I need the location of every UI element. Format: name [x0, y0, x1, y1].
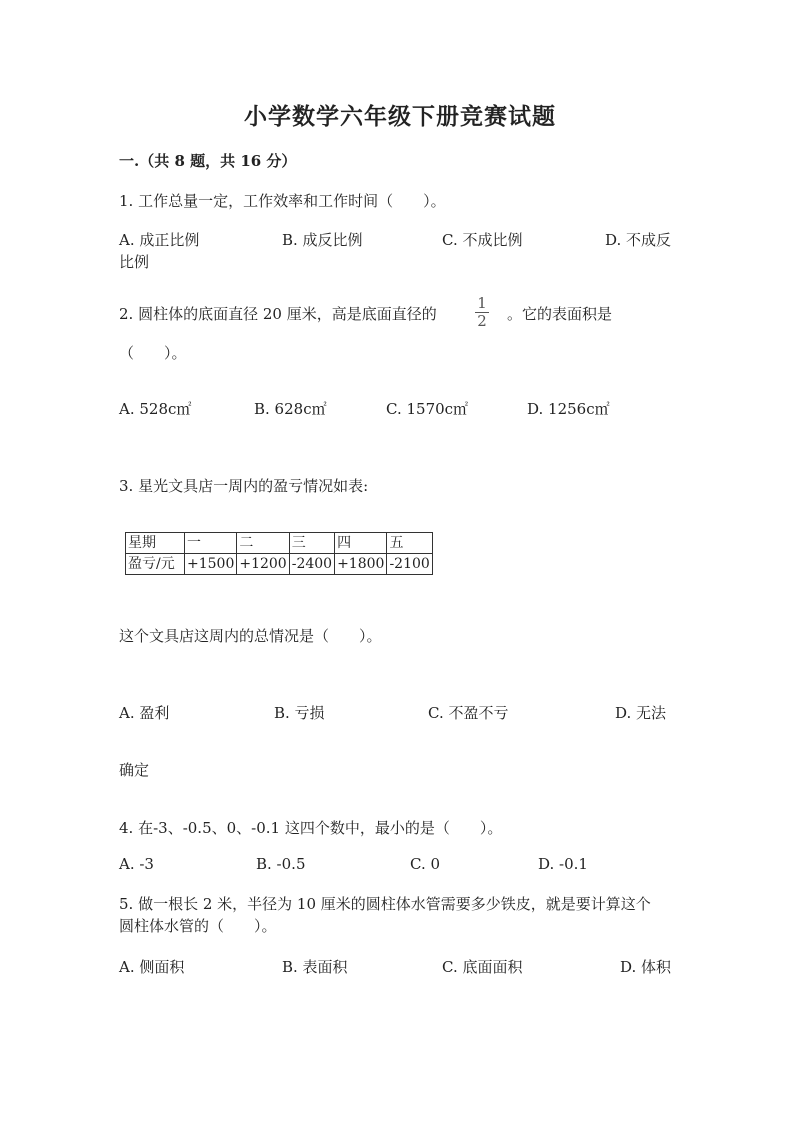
- question-2-option-b[interactable]: B. 628c㎡: [254, 400, 327, 418]
- fraction-one-half: [472, 296, 492, 329]
- question-1-option-d-wrap: 比例: [119, 253, 150, 271]
- question-4-option-b[interactable]: B. -0.5: [256, 855, 306, 873]
- question-3-option-b[interactable]: B. 亏损: [274, 704, 325, 722]
- question-5-stem-line-2: 圆柱体水管的（ ）。: [119, 917, 277, 935]
- table-header-cell: 星期: [126, 533, 185, 554]
- table-row: [126, 533, 433, 554]
- question-5-option-a[interactable]: A. 侧面积: [119, 958, 185, 976]
- table-cell: +1200: [237, 554, 289, 575]
- question-2-stem: 2. 圆柱体的底面直径 20 厘米，高是底面直径的: [119, 305, 437, 323]
- question-1-option-c[interactable]: C. 不成比例: [442, 231, 523, 249]
- table-row: [126, 554, 433, 575]
- question-5-option-c[interactable]: C. 底面面积: [442, 958, 523, 976]
- section-heading: 一.（共 8 题，共 16 分）: [119, 152, 297, 170]
- table-cell: 盈亏/元: [126, 554, 185, 575]
- table-header-cell: 一: [185, 533, 237, 554]
- question-2-option-a[interactable]: A. 528c㎡: [119, 400, 192, 418]
- question-3-stem: 3. 星光文具店一周内的盈亏情况如表:: [119, 477, 369, 495]
- table-header-cell: 二: [237, 533, 289, 554]
- question-4-option-a[interactable]: A. -3: [119, 855, 154, 873]
- question-2-blank: （ ）。: [119, 344, 187, 362]
- question-2-option-c[interactable]: C. 1570c㎡: [386, 400, 469, 418]
- question-5-option-d[interactable]: D. 体积: [620, 958, 672, 976]
- profit-loss-table: [125, 532, 433, 575]
- question-3-option-c[interactable]: C. 不盈不亏: [428, 704, 509, 722]
- table-cell: -2400: [289, 554, 334, 575]
- table-header-cell: 三: [289, 533, 334, 554]
- question-3-option-d[interactable]: D. 无法: [615, 704, 667, 722]
- question-5-stem-line-1: 5. 做一根长 2 米，半径为 10 厘米的圆柱体水管需要多少铁皮，就是要计算这个: [119, 895, 651, 913]
- question-1-option-b[interactable]: B. 成反比例: [282, 231, 363, 249]
- table-header-cell: 四: [335, 533, 387, 554]
- question-3-prompt: 这个文具店这周内的总情况是（ ）。: [119, 627, 382, 645]
- question-1-option-d[interactable]: D. 不成反: [605, 231, 672, 249]
- page-title: 小学数学六年级下册竞赛试题: [244, 103, 556, 130]
- question-2-stem-tail: 。它的表面积是: [507, 305, 613, 323]
- table-cell: +1500: [185, 554, 237, 575]
- question-4-option-d[interactable]: D. -0.1: [538, 855, 588, 873]
- question-4-option-c[interactable]: C. 0: [410, 855, 441, 873]
- table-cell: -2100: [387, 554, 432, 575]
- fraction-denominator: 2: [477, 312, 487, 330]
- table-cell: +1800: [335, 554, 387, 575]
- question-5-option-b[interactable]: B. 表面积: [282, 958, 348, 976]
- table-header-cell: 五: [387, 533, 432, 554]
- question-3-option-a[interactable]: A. 盈利: [119, 704, 170, 722]
- question-4-stem: 4. 在-3、-0.5、0、-0.1 这四个数中，最小的是（ ）。: [119, 819, 503, 837]
- question-3-option-d-wrap: 确定: [119, 761, 150, 779]
- question-1-option-a[interactable]: A. 成正比例: [119, 231, 200, 249]
- fraction-numerator: 1: [477, 294, 487, 312]
- question-1-stem: 1. 工作总量一定，工作效率和工作时间（ ）。: [119, 192, 446, 210]
- question-2-option-d[interactable]: D. 1256c㎡: [527, 400, 610, 418]
